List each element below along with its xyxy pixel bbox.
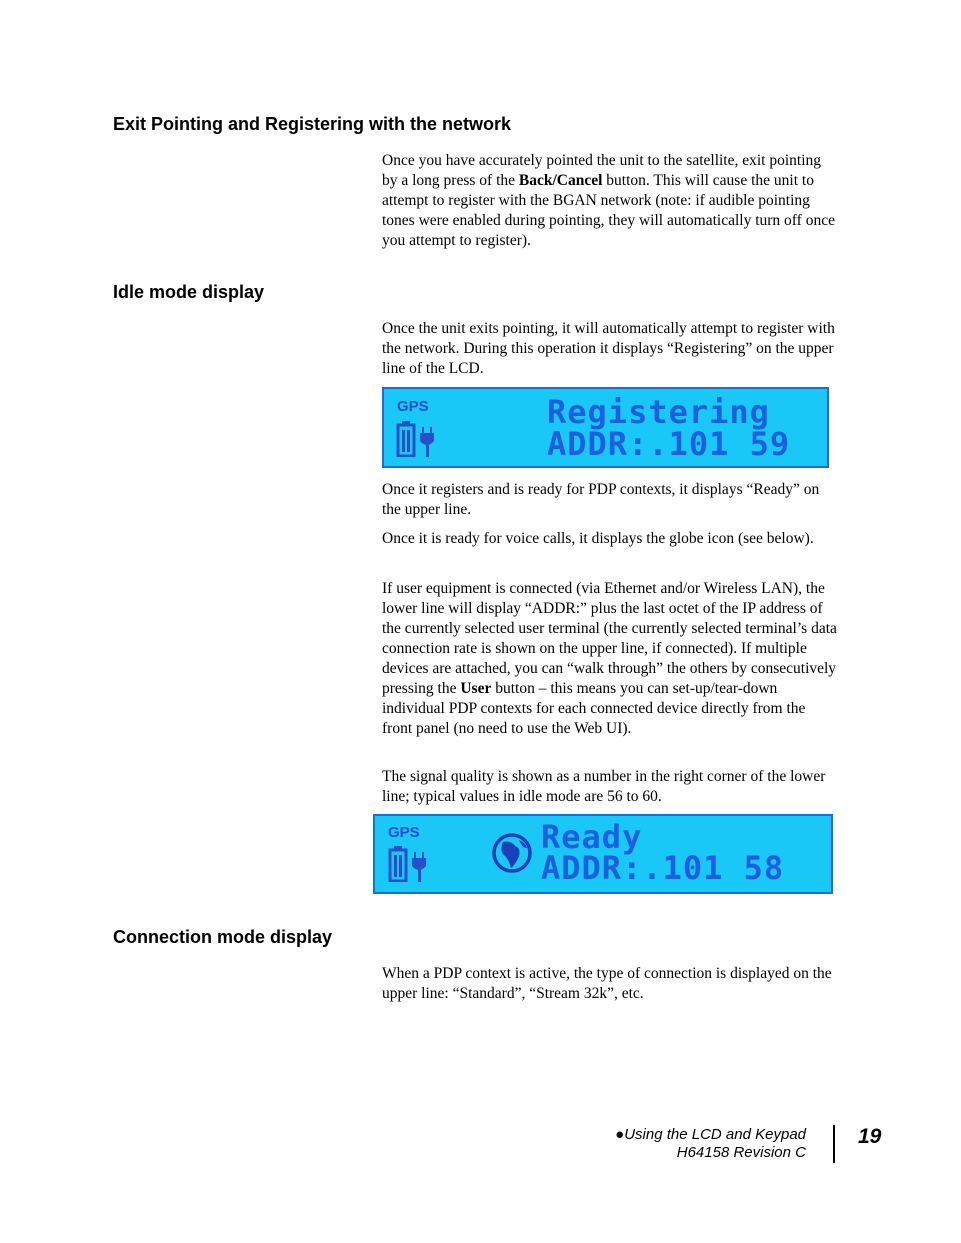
back-cancel-term: Back/Cancel: [518, 172, 603, 189]
text: button – this means you can set-up/tear-down individual PDP contexts for each connected device directly from the front panel (no need to use the Web UI).: [382, 680, 806, 737]
paragraph-connection-1: When a PDP context is active, the type of connection is displayed on the upper line: “Standard”, “Stream 32k”, etc.: [382, 965, 832, 1002]
text: button. This will cause the unit to attempt to register with the BGAN network (note: if audible pointing tones were enabled during pointing, they will automatically turn off once you attempt to register).: [382, 172, 835, 249]
lcd-registering-display: [382, 387, 829, 468]
paragraph-idle-5: The signal quality is shown as a number in the right corner of the lower line; typical values in idle mode are 56 to 60.: [382, 768, 826, 805]
gps-indicator: GPS: [397, 398, 429, 415]
battery-icon: [396, 421, 416, 457]
footer-chapter: [560, 1126, 806, 1143]
heading-connection-mode: Connection mode display: [113, 927, 333, 947]
heading-exit-pointing: Exit Pointing and Registering with the network: [113, 114, 512, 134]
paragraph-exit-pointing: [382, 151, 837, 251]
power-plug-icon: [420, 427, 434, 457]
paragraph-idle-2: Once it registers and is ready for PDP contexts, it displays “Ready” on the upper line.: [382, 481, 820, 518]
paragraph-idle-3: Once it is ready for voice calls, it displays the globe icon (see below).: [382, 530, 814, 547]
lcd-line-upper: Ready: [541, 818, 643, 856]
text: Once you have accurately pointed the unit to the satellite, exit pointing by a long press of the: [382, 152, 822, 189]
globe-icon: [491, 832, 533, 874]
paragraph-idle-1: Once the unit exits pointing, it will automatically attempt to register with the network. During this operation it displays “Registering” on the upper line of the LCD.: [382, 320, 835, 377]
gps-indicator: GPS: [388, 824, 420, 841]
user-button-term: User: [460, 680, 492, 697]
footer-divider: [833, 1125, 835, 1163]
bullet-icon: ●: [615, 1126, 625, 1143]
footer-revision: H64158 Revision C: [676, 1144, 806, 1161]
paragraph-idle-4: [382, 579, 837, 739]
lcd-line-upper: Registering: [547, 393, 770, 431]
footer-chapter-title: Using the LCD and Keypad: [624, 1126, 806, 1143]
lcd-ready-display: [373, 814, 833, 894]
battery-icon: [388, 846, 408, 882]
power-plug-icon: [412, 852, 426, 882]
lcd-line-lower: ADDR:.101 58: [541, 849, 785, 887]
text: If user equipment is connected (via Ethernet and/or Wireless LAN), the lower line will display “ADDR:” plus the last octet of the IP address of the currently selected user terminal (the currently selected terminal’s data connection rate is shown on the upper line, if connected). If multiple devices are attached, you can “walk through” the others by consecutively pressing the: [382, 580, 837, 697]
heading-idle-mode: Idle mode display: [113, 282, 265, 302]
lcd-line-lower: ADDR:.101 59: [547, 425, 791, 463]
page-number: 19: [858, 1125, 882, 1148]
